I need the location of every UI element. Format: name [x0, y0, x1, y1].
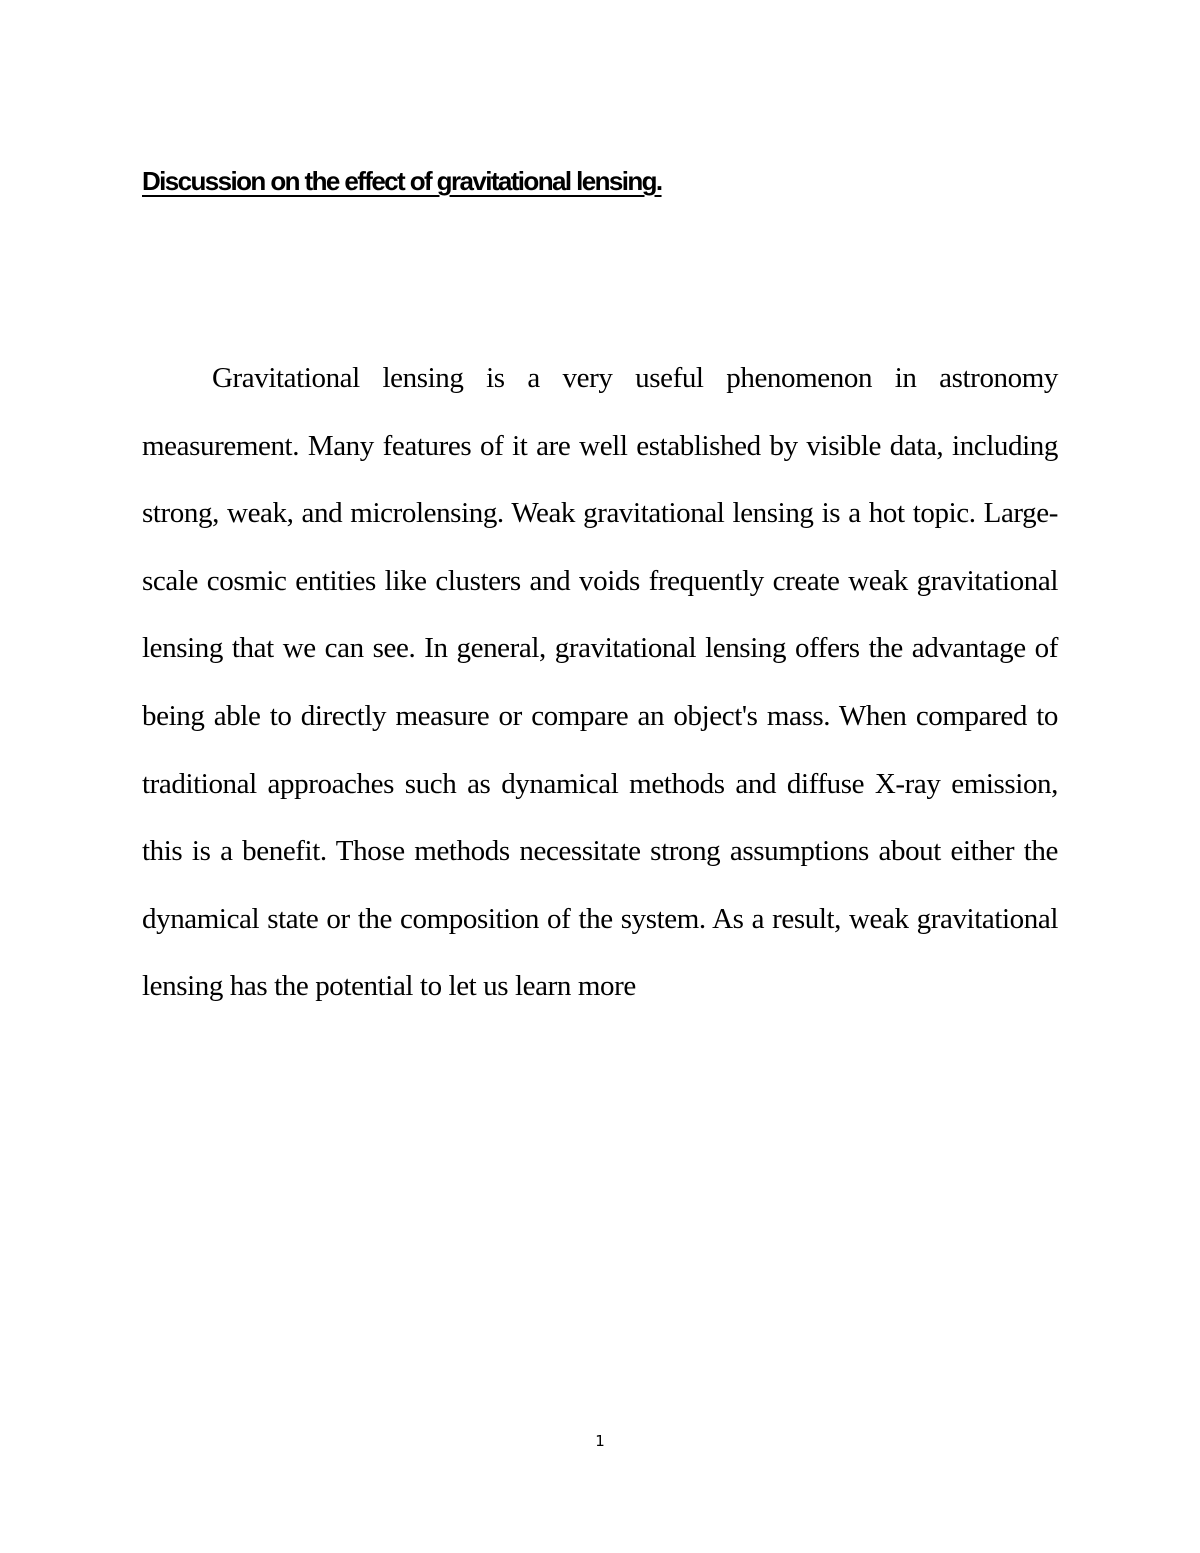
document-title: Discussion on the effect of gravitational lensing.	[142, 166, 662, 196]
body-paragraph: Gravitational lensing is a very useful phenomenon in astronomy measurement. Many features of it are well established by visible data, including strong, weak, and microlensing. Weak gravitational lensing is a hot topic. Large-scale cosmic entities like clusters and voids frequently create weak gravitational lensing that we can see. In general, gravitational lensing offers the advantage of being able to directly measure or compare an object's mass. When compared to traditional approaches such as dynamical methods and diffuse X-ray emission, this is a benefit. Those methods necessitate strong assumptions about either the dynamical state or the composition of the system. As a result, weak gravitational lensing has the potential to let us learn more	[142, 362, 1058, 1003]
page-number: 1	[595, 1432, 605, 1450]
